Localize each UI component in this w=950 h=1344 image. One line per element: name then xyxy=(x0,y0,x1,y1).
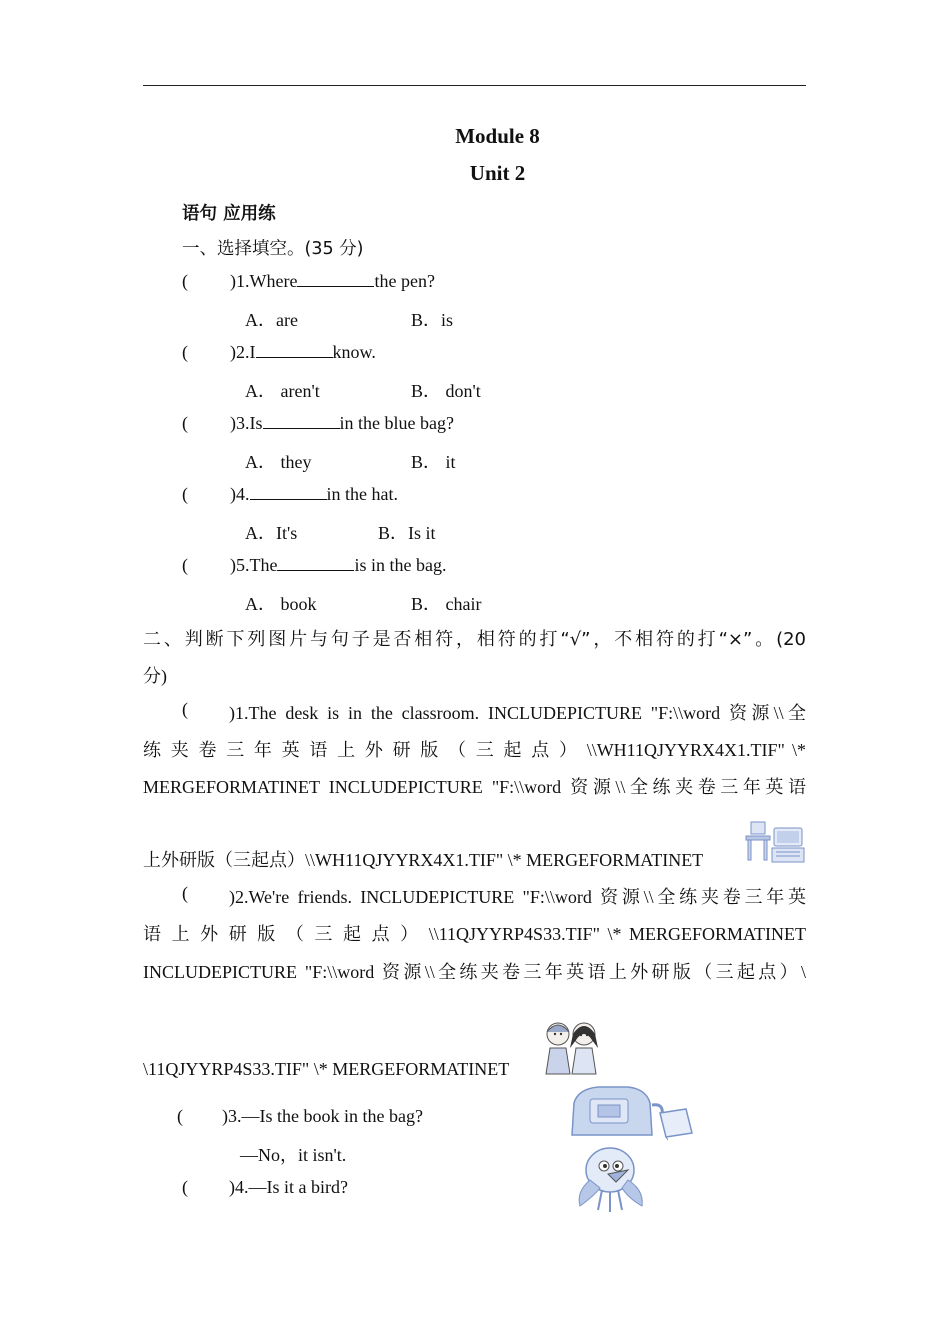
desk-computer-icon xyxy=(744,820,806,864)
part2-q2-line2: 语 上 外 研 版 （ 三 起 点 ） \\11QJYYRP4S33.TIF" \* MERGEFORMATINET xyxy=(143,924,806,944)
page-title: Module 8 xyxy=(455,124,540,148)
section-label: 语句 应用练 xyxy=(182,204,276,224)
part2-heading-cont: 分) xyxy=(143,666,167,686)
answer-blank[interactable] xyxy=(277,555,354,571)
option-b[interactable]: B．is xyxy=(411,310,454,330)
option-a[interactable]: A． they xyxy=(245,452,312,472)
paren: ( xyxy=(182,342,188,362)
part2-q2-line3: INCLUDEPICTURE "F:\\word 资源\\全练夹卷三年英语上外研版（三起点）\ xyxy=(143,962,806,982)
question-1: ( )1.Where the pen? xyxy=(182,271,435,291)
paren: ( xyxy=(182,1177,188,1197)
option-b[interactable]: B． don't xyxy=(411,381,481,401)
part2-q1-line1: )1.The desk is in the classroom. INCLUDEPICTURE "F:\\word 资源\\全 xyxy=(229,703,806,723)
part2-q3: )3.—Is the book in the bag? xyxy=(222,1106,423,1126)
question-4: ( )4. in the hat. xyxy=(182,484,398,504)
paren: ( xyxy=(182,484,188,504)
two-girls-icon xyxy=(540,1018,606,1078)
question-2: ( )2.I know. xyxy=(182,342,376,362)
option-a[interactable]: A． aren't xyxy=(245,381,320,401)
answer-blank[interactable] xyxy=(297,271,374,287)
paren: ( xyxy=(182,883,188,903)
paren: ( xyxy=(182,699,188,719)
part2-q3-answer: —No，it isn't. xyxy=(240,1145,347,1165)
paren: ( xyxy=(182,555,188,575)
part2-q1-line2: 练 夹 卷 三 年 英 语 上 外 研 版 （ 三 起 点 ） \\WH11QJYYRX4X1.TIF" \* xyxy=(143,740,806,760)
page-subtitle: Unit 2 xyxy=(469,161,526,185)
answer-blank[interactable] xyxy=(250,484,327,500)
option-b[interactable]: B． it xyxy=(411,452,456,472)
part2-q1-line4: 上外研版（三起点）\\WH11QJYYRX4X1.TIF" \* MERGEFORMATINET xyxy=(143,850,704,870)
part2-q2-line4: \11QJYYRP4S33.TIF" \* MERGEFORMATINET xyxy=(143,1059,510,1079)
question-5: ( )5.The is in the bag. xyxy=(182,555,447,575)
answer-blank[interactable] xyxy=(263,413,340,429)
paren: ( xyxy=(177,1106,183,1126)
part2-q4: )4.—Is it a bird? xyxy=(229,1177,348,1197)
option-a[interactable]: A．are xyxy=(245,310,298,330)
question-3: ( )3.Is in the blue bag? xyxy=(182,413,454,433)
option-a[interactable]: A． book xyxy=(245,594,317,614)
answer-blank[interactable] xyxy=(256,342,333,358)
schoolbag-book-icon xyxy=(568,1083,696,1141)
paren: ( xyxy=(182,271,188,291)
option-b[interactable]: B． chair xyxy=(411,594,482,614)
header-rule xyxy=(143,85,806,86)
bird-icon xyxy=(570,1140,650,1214)
option-b[interactable]: B．Is it xyxy=(378,523,436,543)
option-a[interactable]: A．It's xyxy=(245,523,298,543)
part2-q2-line1: )2.We're friends. INCLUDEPICTURE "F:\\word 资源\\全练夹卷三年英 xyxy=(229,887,806,907)
part2-q1-line3: MERGEFORMATINET INCLUDEPICTURE "F:\\word 资源\\全练夹卷三年英语 xyxy=(143,777,806,797)
part1-heading: 一、选择填空。(35 分) xyxy=(182,239,364,259)
paren: ( xyxy=(182,413,188,433)
part2-heading: 二、判断下列图片与句子是否相符，相符的打“√”，不相符的打“×”。(20 xyxy=(143,629,806,650)
